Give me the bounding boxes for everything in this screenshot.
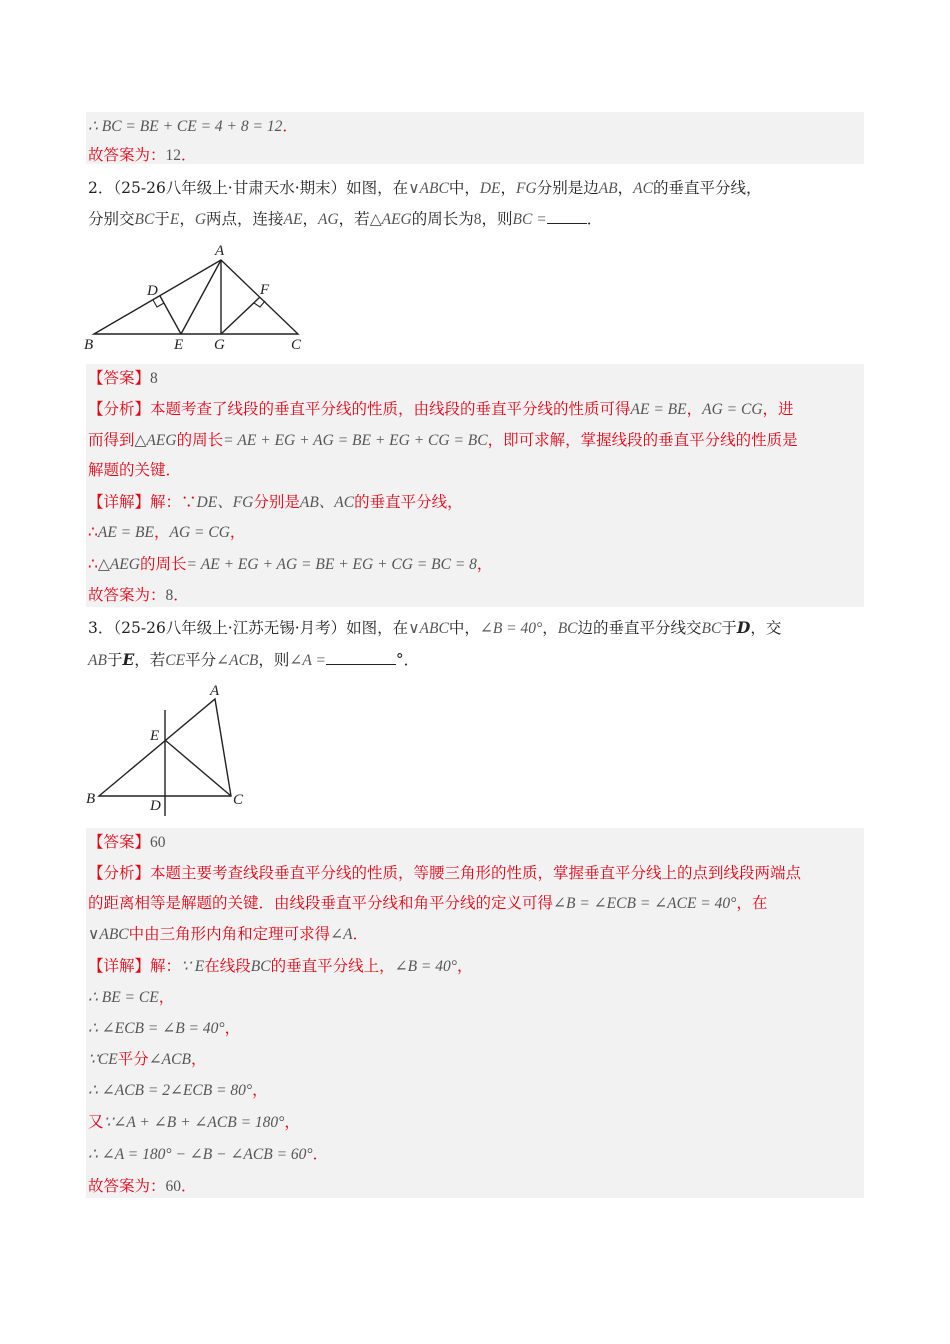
q2-line-fg bbox=[221, 297, 260, 334]
q3-analysis-1: 【分析】本题主要考查线段垂直平分线的性质，等腰三角形的性质，掌握垂直平分线上的点到线段两端点 bbox=[88, 864, 802, 882]
q2-answer-blank[interactable] bbox=[547, 209, 587, 224]
q3-label-d: D bbox=[150, 798, 161, 814]
q3-stem-line-1: 3．（25-26八年级上·江苏无锡·月考）如图，在∨ABC中，∠B = 40°，BC边的垂直平分线交BC于D，交 bbox=[88, 618, 782, 637]
q3-analysis-3: ∨ABC中由三角形内角和定理可求得∠A． bbox=[88, 925, 369, 943]
top-formula: ∴ BC = BE + CE = 4 + 8 = 12 bbox=[88, 118, 283, 135]
q2-detail-1: 【详解】解：∵DE、FG分别是AB、AC的垂直平分线， bbox=[88, 493, 463, 511]
q2-label-c: C bbox=[291, 337, 302, 353]
q2-answer: 【答案】8 bbox=[88, 369, 158, 387]
q2-stem-line-2: 分别交BC于E，G两点，连接AE，AG，若△AEG的周长为8，则BC = ． bbox=[88, 210, 603, 228]
q3-detail-2: ∴ BE = CE， bbox=[88, 988, 175, 1006]
q2-detail-2: ∴AE = BE，AG = CG， bbox=[88, 523, 246, 541]
top-line-1: ∴ BC = BE + CE = 4 + 8 = 12． bbox=[88, 117, 298, 135]
top-line-2: 故答案为：12． bbox=[88, 146, 197, 164]
q2-analysis-2: 而得到△AEG的周长= AE + EG + AG = BE + EG + CG = BC，即可求解，掌握线段的垂直平分线的性质是 bbox=[88, 431, 798, 449]
q2-label-e: E bbox=[174, 337, 184, 353]
q3-figure bbox=[80, 680, 260, 820]
q2-analysis-3: 解题的关键． bbox=[88, 461, 182, 479]
q3-detail-3: ∴ ∠ECB = ∠B = 40°， bbox=[88, 1019, 241, 1037]
q2-label-g: G bbox=[214, 337, 225, 353]
q2-label-b: B bbox=[84, 337, 94, 353]
q2-analysis-1: 【分析】本题考查了线段的垂直平分线的性质，由线段的垂直平分线的性质可得AE = BE，AG = CG，进 bbox=[88, 400, 794, 418]
q2-final: 故答案为：8． bbox=[88, 586, 189, 604]
q2-line-de bbox=[160, 296, 181, 334]
q3-analysis-2: 的距离相等是解题的关键．由线段垂直平分线和角平分线的定义可得∠B = ∠ECB = ∠ACE = 40°，在 bbox=[88, 894, 768, 912]
q3-detail-1: 【详解】解：∵ E在线段BC的垂直平分线上，∠B = 40°， bbox=[88, 957, 473, 975]
q2-label-a: A bbox=[215, 243, 225, 259]
q3-detail-7: ∴ ∠A = 180° − ∠B − ∠ACB = 60°． bbox=[88, 1145, 329, 1163]
q2-figure bbox=[80, 238, 320, 356]
q2-stem-line-1: 2．（25-26八年级上·甘肃天水·期末）如图，在∨ABC中，DE，FG分别是边AB，AC的垂直平分线， bbox=[88, 179, 762, 197]
q3-line-ce bbox=[165, 740, 231, 796]
q3-detail-6: 又∵∠A + ∠B + ∠ACB = 180°， bbox=[88, 1113, 300, 1131]
q2-detail-3: ∴△AEG的周长= AE + EG + AG = BE + EG + CG = BC = 8， bbox=[88, 555, 493, 573]
q3-label-b: B bbox=[86, 791, 96, 807]
q3-label-a: A bbox=[210, 683, 220, 699]
q3-answer: 【答案】60 bbox=[88, 833, 166, 851]
q3-final: 故答案为：60． bbox=[88, 1177, 197, 1195]
q3-label-c: C bbox=[233, 792, 244, 808]
q2-label-f: F bbox=[260, 282, 270, 298]
q2-label-d: D bbox=[147, 283, 158, 299]
q3-detail-4: ∵CE平分∠ACB， bbox=[88, 1050, 207, 1068]
q3-answer-blank[interactable] bbox=[326, 650, 396, 665]
q3-label-e: E bbox=[150, 728, 160, 744]
q3-answer-block bbox=[86, 828, 864, 1198]
q3-detail-5: ∴ ∠ACB = 2∠ECB = 80°， bbox=[88, 1081, 268, 1099]
q3-stem-line-2: AB于E，若CE平分∠ACB，则∠A = °． bbox=[88, 650, 420, 669]
